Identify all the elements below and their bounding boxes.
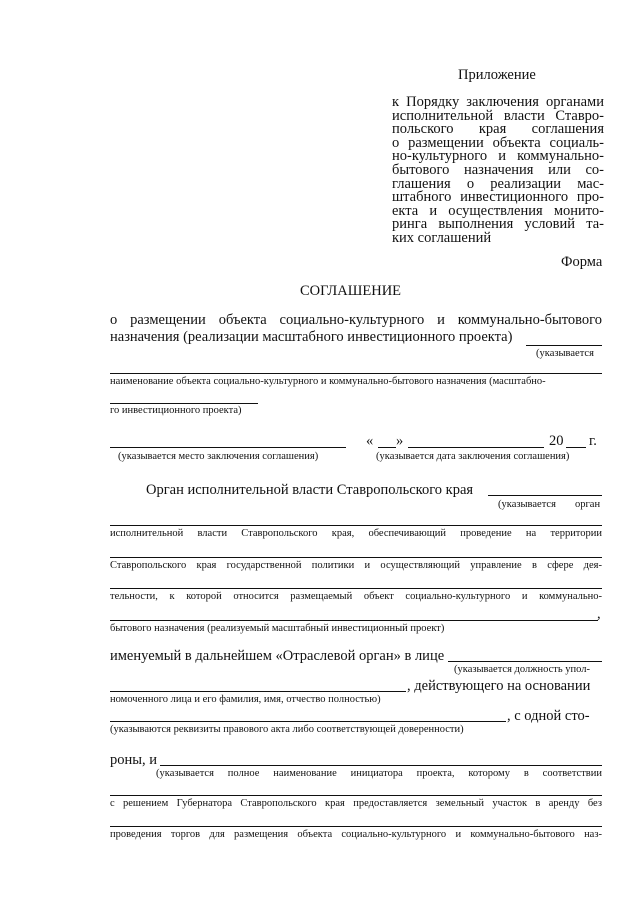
appendix-title: Приложение [458, 67, 536, 83]
hint-text: наименование объекта социально-культурного и коммунально-бытового назначения (масштабно- [110, 376, 546, 387]
year-suffix: г. [589, 433, 597, 449]
referred-label: именуемый в дальнейшем «Отраслевой орган» в лице [110, 648, 445, 664]
appendix-line: екта и осуществления монито- [392, 202, 604, 219]
fill-line [110, 557, 602, 558]
fill-line [110, 588, 602, 589]
appendix-line: ринга выполнения условий та- [392, 216, 604, 233]
appendix-line: ких соглашений [392, 229, 492, 246]
appendix-line: о размещении объекта социаль- [392, 134, 604, 151]
hint-text: (указывается должность упол- [454, 664, 590, 675]
fill-line [110, 525, 602, 526]
year-line [566, 447, 586, 448]
acting-text: , действующего на основании [407, 678, 591, 694]
fill-line [488, 495, 602, 496]
fill-line [110, 691, 406, 692]
fill-line [110, 795, 602, 796]
hint-text: бытового назначения (реализуемый масштабный инвестиционный проект) [110, 623, 445, 634]
organ-label: Орган исполнительной власти Ставропольского края [146, 482, 474, 498]
subject-line: назначения (реализации масштабного инвестиционного проекта) [110, 329, 513, 345]
fill-line [110, 826, 602, 827]
document-title: СОГЛАШЕНИЕ [300, 283, 402, 299]
one-side-text: , с одной сто- [507, 708, 590, 724]
place-line [110, 447, 346, 448]
fill-line [160, 765, 602, 766]
appendix-line: бытового назначения или со- [392, 161, 604, 178]
hint-text: с решением Губернатора Ставропольского края предоставляется земельный участок в аренду без [110, 798, 602, 809]
hint-text: го инвестиционного проекта) [110, 405, 242, 416]
side-and-text: роны, и [110, 752, 158, 768]
appendix-reference [392, 96, 604, 246]
hint-text: (указываются реквизиты правового акта либо соответствующей доверенности) [110, 724, 464, 735]
comma: , [597, 606, 601, 622]
hint-text: (указывается полное наименование инициатора проекта, которому в соответствии [156, 768, 602, 779]
appendix-line: к Порядку заключения органами [392, 94, 604, 110]
hint-text: тельности, к которой относится размещаемый объект социально-культурного и коммунально- [110, 591, 602, 602]
open-quote: « [366, 433, 374, 449]
close-quote: » [396, 433, 404, 449]
appendix-line: глашения о реализации мас- [392, 175, 604, 192]
subject-line: о размещении объекта социально-культурного и коммунально-бытового [110, 312, 602, 328]
hint-text: (указывается место заключения соглашения) [118, 451, 319, 462]
hint-text: Ставропольского края государственной политики и осуществляющий управление в сфере дея- [110, 560, 602, 571]
form-label: Форма [561, 254, 603, 270]
fill-line [110, 403, 258, 404]
day-line [378, 447, 396, 448]
hint-text: (указывается [536, 348, 594, 359]
hint-text: номоченного лица и его фамилия, имя, отчество полностью) [110, 694, 381, 705]
hint-text: исполнительной власти Ставропольского края, обеспечивающий проведение на территории [110, 528, 602, 539]
appendix-line: штабного инвестиционного про- [392, 189, 604, 206]
fill-line [110, 721, 506, 722]
hint-text: (указывается [498, 499, 556, 510]
fill-line [110, 373, 602, 374]
hint-text: проведения торгов для размещения объекта социально-культурного и коммунально-бытового наз- [110, 829, 602, 840]
month-line [408, 447, 544, 448]
fill-line [526, 345, 602, 346]
appendix-line: исполнительной власти Ставро- [392, 107, 604, 124]
year-prefix: 20 [549, 433, 564, 449]
fill-line [448, 661, 602, 662]
hint-text: орган [575, 499, 601, 510]
hint-text: (указывается дата заключения соглашения) [376, 451, 570, 462]
appendix-line: но-культурного и коммунально- [392, 148, 604, 165]
fill-line [110, 620, 598, 621]
appendix-line: польского края соглашения [392, 121, 604, 138]
